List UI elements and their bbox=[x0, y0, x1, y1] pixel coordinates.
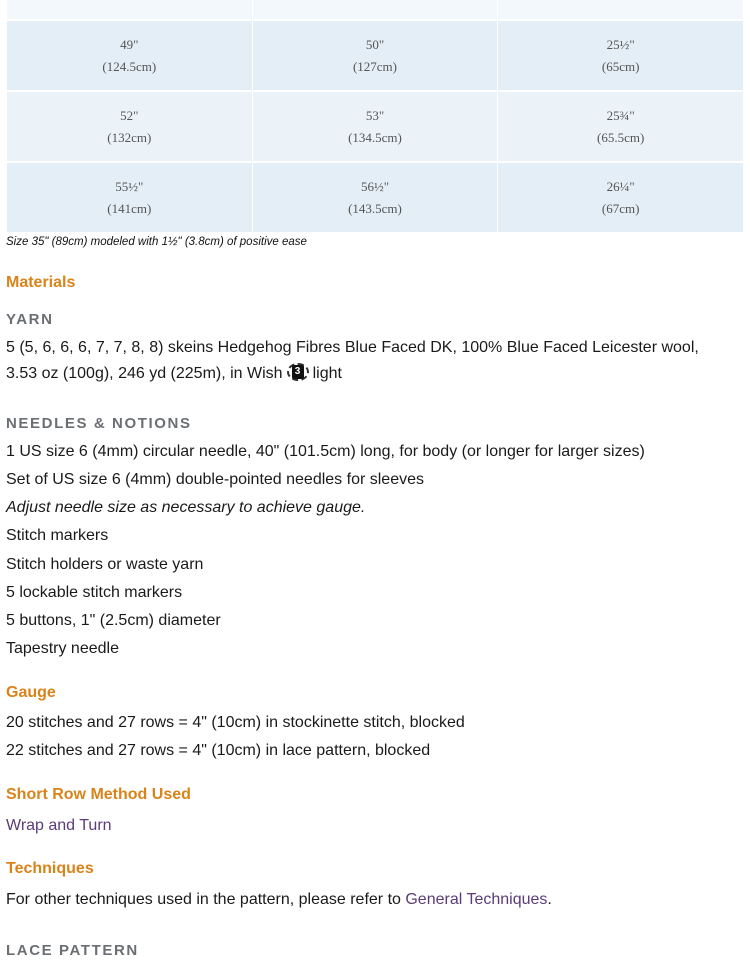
short-row-heading: Short Row Method Used bbox=[6, 786, 191, 803]
table-cell bbox=[252, 0, 498, 20]
table-cell: 25¾" (65.5cm) bbox=[498, 91, 744, 162]
table-cell bbox=[7, 0, 253, 20]
list-item: 1 US size 6 (4mm) circular needle, 40" (101.5cm) long, for body (or longer for larger sizes) bbox=[6, 443, 645, 460]
gauge-heading: Gauge bbox=[6, 684, 56, 701]
yarn-heading: YARN bbox=[6, 311, 54, 328]
table-row bbox=[7, 162, 744, 233]
techniques-period: . bbox=[547, 891, 552, 908]
yarn-line-1: 5 (5, 6, 6, 6, 7, 7, 8, 8) skeins Hedgehog Fibres Blue Faced DK, 100% Blue Faced Leicester wool, bbox=[6, 339, 699, 356]
table-cell: 50" (127cm) bbox=[252, 20, 498, 91]
gauge-line: 20 stitches and 27 rows = 4" (10cm) in stockinette stitch, blocked bbox=[6, 714, 465, 731]
techniques-text: For other techniques used in the pattern, please refer to bbox=[6, 891, 406, 908]
table-row bbox=[7, 91, 744, 162]
short-row-line bbox=[6, 817, 112, 835]
wrap-and-turn-link[interactable]: Wrap and Turn bbox=[6, 817, 112, 834]
table-cell: 55½" (141cm) bbox=[7, 162, 253, 233]
general-techniques-link[interactable]: General Techniques bbox=[405, 891, 548, 908]
materials-heading: Materials bbox=[6, 274, 76, 291]
table-cell bbox=[498, 0, 744, 20]
list-item: 5 buttons, 1" (2.5cm) diameter bbox=[6, 612, 221, 629]
list-item: Set of US size 6 (4mm) double-pointed needles for sleeves bbox=[6, 471, 424, 488]
list-item: Stitch markers bbox=[6, 527, 109, 544]
table-row bbox=[7, 20, 744, 91]
size-table bbox=[6, 0, 744, 234]
size-note: Size 35" (89cm) modeled with 1½" (3.8cm) of positive ease bbox=[6, 236, 307, 248]
yarn-line-2 bbox=[6, 363, 342, 383]
table-row bbox=[7, 0, 744, 20]
list-item: Adjust needle size as necessary to achieve gauge. bbox=[6, 499, 366, 516]
table-cell: 56½" (143.5cm) bbox=[252, 162, 498, 233]
lace-pattern-heading: LACE PATTERN bbox=[6, 942, 139, 959]
list-item: Stitch holders or waste yarn bbox=[6, 556, 204, 573]
table-cell: 52" (132cm) bbox=[7, 91, 253, 162]
yarn-weight-label: light bbox=[312, 365, 342, 382]
yarn-weight-number: 3 bbox=[292, 365, 304, 379]
needles-heading: NEEDLES & NOTIONS bbox=[6, 415, 192, 432]
yarn-line-2-text: 3.53 oz (100g), 246 yd (225m), in Wish bbox=[6, 365, 283, 382]
techniques-heading: Techniques bbox=[6, 860, 94, 877]
table-cell: 25½" (65cm) bbox=[498, 20, 744, 91]
table-cell: 53" (134.5cm) bbox=[252, 91, 498, 162]
table-cell: 49" (124.5cm) bbox=[7, 20, 253, 91]
list-item: Tapestry needle bbox=[6, 640, 119, 657]
gauge-line: 22 stitches and 27 rows = 4" (10cm) in lace pattern, blocked bbox=[6, 742, 431, 759]
list-item: 5 lockable stitch markers bbox=[6, 584, 183, 601]
techniques-line bbox=[6, 891, 552, 909]
yarn-weight-icon bbox=[287, 363, 309, 381]
table-cell: 26¼" (67cm) bbox=[498, 162, 744, 233]
